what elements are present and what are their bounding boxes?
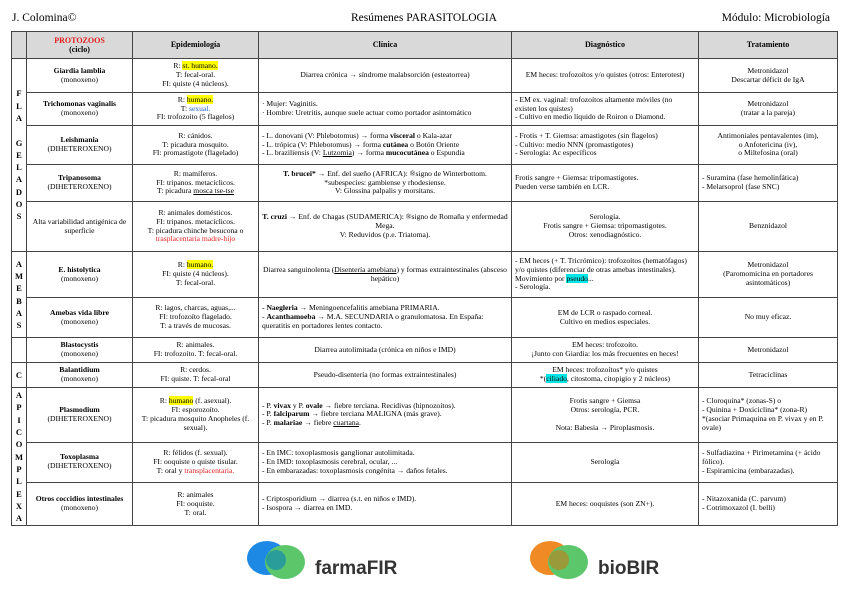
- treatment-cell: Metronidazol (tratar a la pareja): [699, 93, 838, 126]
- clinic-cell: - Naegleria → Meningoencefalitis amebiana PRIMARIA. - Acanthamoeba → M.A. SECUNDARIA o granulomatosa. En España: queratitis en portadores lentes contacto.: [259, 298, 512, 338]
- clinic-cell: - L. donovani (V: Phlebotomus) → forma visceral o Kala-azar - L. trópica (V: Phlebotomus) → forma cutánea o Botón Oriente - L. braziliensis (V: Lutzomia) → forma mucocutánea o Espundia: [259, 126, 512, 165]
- col-header-diagnostico: Diagnóstico: [512, 32, 699, 59]
- diagnosis-cell: - Frotis + T. Giemsa: amastigotes (sin flagelos) - Cultivo: medio NNN (promastigotes) - Serología: Ac específicos: [512, 126, 699, 165]
- biobir-logo: [528, 536, 688, 592]
- clinic-cell: T. cruzi → Enf. de Chagas (SUDAMERICA): ®signo de Romaña y enfermedad Mega. V: Reduvidos (p.e. Triatoma).: [259, 202, 512, 252]
- clinic-cell: Diarrea sanguinolenta (Disentería amebiana) y formas extraintestinales (absceso hepático): [259, 252, 512, 298]
- treatment-cell: Metronidazol (Paromomicina en portadores asintomáticos): [699, 252, 838, 298]
- organism-note: Alta variabilidad antigénica de superficie: [27, 202, 133, 252]
- table-row: [12, 298, 838, 338]
- organism-name: Amebas vida libre (monoxeno): [27, 298, 133, 338]
- col-header-epidemiologia: Epidemiología: [133, 32, 259, 59]
- epidemiology-cell: R: animales. FI: trofozoíto. T: fecal-oral.: [133, 338, 259, 363]
- logo-text: farmaFIR: [315, 558, 398, 579]
- treatment-cell: Benznidazol: [699, 202, 838, 252]
- organism-name: Blastocystis (monoxeno): [27, 338, 133, 363]
- epidemiology-cell: R: cerdos. FI: quiste. T: fecal-oral: [133, 363, 259, 388]
- diagnosis-cell: Frotis sangre + Giemsa Otros: serología, PCR. Nota: Babesia → Piroplasmosis.: [512, 388, 699, 443]
- page-title: Resúmenes PARASITOLOGIA: [351, 12, 497, 24]
- diagnosis-cell: - EM ex. vaginal: trofozoítos altamente móviles (no existen los quistes) - Cultivo en medio líquido de Roiron o Diamond.: [512, 93, 699, 126]
- page-header: [12, 12, 836, 28]
- module-label: Módulo: Microbiología: [721, 12, 830, 24]
- table-row: [12, 59, 838, 93]
- corner-cell: [12, 32, 27, 59]
- col-header-protozoos: PROTOZOOS (ciclo): [27, 32, 133, 59]
- diagnosis-cell: EM heces: ooquistes (son ZN+).: [512, 482, 699, 526]
- diagnosis-cell: EM de LCR o raspado corneal. Cultivo en medios especiales.: [512, 298, 699, 338]
- col-header-clinica: Clínica: [259, 32, 512, 59]
- epidemiology-cell: R: humano (f. asexual). FI: esporozoíto. T: picadura mosquito Anopheles (f. sexual).: [133, 388, 259, 443]
- clinic-cell: - En IMC: toxoplasmosis ganglionar autolimitada. - En IMD: toxoplasmosis cerebral, ocular, ... - En embarazadas: toxoplasmosis congénita → daños fetales.: [259, 442, 512, 482]
- table-row: [12, 442, 838, 482]
- logo-text: bioBIR: [598, 558, 660, 579]
- treatment-cell: Tetraciclinas: [699, 363, 838, 388]
- epidemiology-cell: R: st. humano. T: fecal-oral. FI: quiste (4 núcleos).: [133, 59, 259, 93]
- treatment-cell: - Suramina (fase hemolinfática) - Melarsoprol (fase SNC): [699, 165, 838, 202]
- table-row: [12, 202, 838, 252]
- diagnosis-cell: - EM heces (+ T. Tricrómico): trofozoítos (hematófagos) y/o quistes (diferenciar de otras amebas intestinales). Movimiento por pseudo... - Serología.: [512, 252, 699, 298]
- organism-name: Toxoplasma (DIHETEROXENO): [27, 442, 133, 482]
- table-row: [12, 388, 838, 443]
- treatment-cell: - Nitazoxanida (C. parvum) - Cotrimoxazol (I. belli): [699, 482, 838, 526]
- epidemiology-cell: R: mamíferos. FI: tripanos. metacíclicos. T: picadura mosca tse-tse: [133, 165, 259, 202]
- clinic-cell: - Criptosporidium → diarrea (s.t. en niños e IMD). - Isospora → diarrea en IMD.: [259, 482, 512, 526]
- table-row: [12, 93, 838, 126]
- epidemiology-cell: R: lagos, charcas, aguas,... FI: trofozoíto flagelado. T: a través de mucosas.: [133, 298, 259, 338]
- treatment-cell: Metronidazol: [699, 338, 838, 363]
- diagnosis-cell: EM heces: trofozoíto. ¡Junto con Giardia: los más frecuentes en heces!: [512, 338, 699, 363]
- clinic-cell: Diarrea crónica → síndrome malabsorción (esteatorrea): [259, 59, 512, 93]
- treatment-cell: - Cloroquina* (zonas-S) o - Quinina + Doxiciclina* (zona-R) *(asociar Primaquina en P. vivax y en P. ovale): [699, 388, 838, 443]
- epidemiology-cell: R: félidos (f. sexual). FI: ooquiste o quiste tisular. T: oral y transplacentaria.: [133, 442, 259, 482]
- treatment-cell: Metronidazol Descartar déficit de IgA: [699, 59, 838, 93]
- clinic-cell: T. brucei* → Enf. del sueño (AFRICA): ®signo de Winterbottom. *subespecies: gambiense y rhodesiense. V: Glossina palpalis y morsitans.: [259, 165, 512, 202]
- treatment-cell: No muy eficaz.: [699, 298, 838, 338]
- group-ciliados: C: [12, 363, 27, 388]
- group-apicomplexa: A P I C O M P L E X A: [12, 388, 27, 526]
- epidemiology-cell: R: animales FI: ooquiste. T: oral.: [133, 482, 259, 526]
- epidemiology-cell: R: humano. T: sexual. FI: trofozoito (5 flagelos): [133, 93, 259, 126]
- farmafir-logo: [245, 536, 445, 592]
- organism-name: Balantidium (monoxeno): [27, 363, 133, 388]
- diagnosis-cell: Serología. Frotis sangre + Giemsa: tripomastigotes. Otros: xenodiagnóstico.: [512, 202, 699, 252]
- diagnosis-cell: EM heces: trofozoítos y/o quistes (otros: Enterotest): [512, 59, 699, 93]
- group-empty: [12, 338, 27, 363]
- treatment-cell: - Sulfadiazina + Pirimetamina (+ ácido fólico). - Espiramicina (embarazadas).: [699, 442, 838, 482]
- speech-bubbles-logo-icon: [528, 536, 592, 592]
- group-amebas: A M E B A S: [12, 252, 27, 338]
- epidemiology-cell: R: cánidos. T: picadura mosquito. FI: promastigote (flagelado): [133, 126, 259, 165]
- diagnosis-cell: Serología: [512, 442, 699, 482]
- clinic-cell: - P. vivax y P. ovale → fiebre terciana. Recidivas (hipnozoítos). - P. falciparum → fiebre terciana MALIGNA (más grave). - P. malariae → fiebre cuartana.: [259, 388, 512, 443]
- epidemiology-cell: R: animales domésticos. FI: tripanos. metacíclicos. T: picadura chinche besucona o trasplacentaria madre-hijo: [133, 202, 259, 252]
- organism-name: Giardia lamblia (monoxeno): [27, 59, 133, 93]
- table-header-row: [12, 32, 838, 59]
- col-header-tratamiento: Tratamiento: [699, 32, 838, 59]
- speech-bubbles-logo-icon: [245, 536, 309, 592]
- clinic-cell: · Mujer: Vaginitis. · Hombre: Uretritis, aunque suele actuar como portador asintomático: [259, 93, 512, 126]
- table-row: [12, 252, 838, 298]
- footer-logos: [0, 536, 848, 592]
- organism-name: E. histolytica (monoxeno): [27, 252, 133, 298]
- table-row: [12, 338, 838, 363]
- organism-name: Plasmodium (DIHETEROXENO): [27, 388, 133, 443]
- diagnosis-cell: Frotis sangre + Giemsa: tripomastigotes. Pueden verse también en LCR.: [512, 165, 699, 202]
- table-row: [12, 165, 838, 202]
- organism-name: Trichomonas vaginalis (monoxeno): [27, 93, 133, 126]
- parasitology-table: [11, 31, 838, 526]
- epidemiology-cell: R: humano. FI: quiste (4 núcleos). T: fecal-oral.: [133, 252, 259, 298]
- organism-name: Leishmania (DIHETEROXENO): [27, 126, 133, 165]
- treatment-cell: Antimoniales pentavalentes (im), o Anfotericina (iv), o Miltefosina (oral): [699, 126, 838, 165]
- table-row: [12, 482, 838, 526]
- clinic-cell: Diarrea autolimitada (crónica en niños e IMD): [259, 338, 512, 363]
- group-flagelados: F L A G E L A D O S: [12, 59, 27, 252]
- table-row: [12, 126, 838, 165]
- clinic-cell: Pseudo-disentería (no formas extraintestinales): [259, 363, 512, 388]
- author: J. Colomina©: [12, 12, 77, 24]
- table-row: [12, 363, 838, 388]
- diagnosis-cell: EM heces: trofozoítos* y/o quistes *(ciliado, citostoma, citopigio y 2 núcleos): [512, 363, 699, 388]
- organism-name: Otros coccidios intestinales (monoxeno): [27, 482, 133, 526]
- organism-name: Tripanosoma (DIHETEROXENO): [27, 165, 133, 202]
